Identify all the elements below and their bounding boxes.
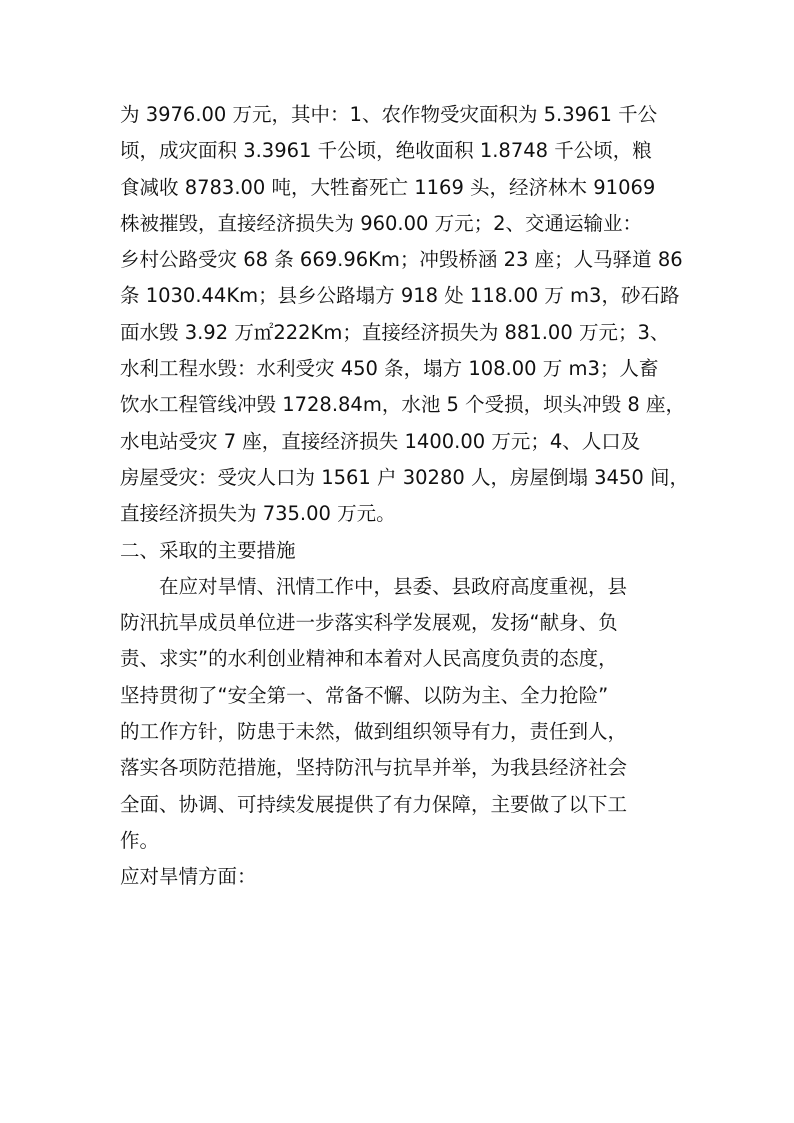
text-line: 为 3976.00 万元，其中：1、农作物受灾面积为 5.3961 千公: [120, 103, 658, 126]
text-line: 食减收 8783.00 吨，大牲畜死亡 1169 头，经济林木 91069: [120, 175, 656, 199]
text-line: 直接经济损失为 735.00 万元。: [120, 502, 396, 526]
text-line: 条 1030.44Km；县乡公路塌方 918 处 118.00 万 m3，砂石路: [120, 284, 680, 308]
text-line: 株被摧毁，直接经济损失为 960.00 万元；2、交通运输业：: [120, 211, 643, 235]
text-line: 水利工程水毁：水利受灾 450 条，塌方 108.00 万 m3；人畜: [120, 357, 659, 381]
subsection-heading: 应对旱情方面：: [120, 865, 257, 889]
text-line: 责、求实”的水利创业精神和本着对人民高度负责的态度，: [120, 647, 618, 671]
text-line: 乡村公路受灾 68 条 669.96Km；冲毁桥涵 23 座；人马驿道 86: [120, 248, 683, 272]
text-line: 顷，成灾面积 3.3961 千公顷，绝收面积 1.8748 千公顷，粮: [120, 139, 652, 163]
text-line: 落实各项防范措施，坚持防汛与抗旱并举，为我县经济社会: [120, 756, 628, 780]
text-line: 饮水工程管线冲毁 1728.84m，水池 5 个受损，坝头冲毁 8 座，: [120, 393, 685, 417]
text-line: 房屋受灾：受灾人口为 1561 户 30280 人，房屋倒塌 3450 间，: [120, 465, 689, 489]
text-line: 水电站受灾 7 座，直接经济损失 1400.00 万元；4、人口及: [120, 429, 641, 453]
text-line: 的工作方针，防患于未然，做到组织领导有力，责任到人，: [120, 720, 628, 744]
document-body: [120, 97, 690, 896]
text-line: 全面、协调、可持续发展提供了有力保障，主要做了以下工: [120, 792, 628, 816]
text-line: 面水毁 3.92 万㎡222Km；直接经济损失为 881.00 万元；3、: [120, 320, 670, 344]
text-line: 作。: [120, 828, 160, 852]
text-line: 坚持贯彻了“安全第一、常备不懈、以防为主、全力抢险”: [120, 683, 609, 707]
text-line: 防汛抗旱成员单位进一步落实科学发展观，发扬“献身、负: [120, 611, 618, 635]
section-heading: 二、采取的主要措施: [120, 538, 296, 562]
text-line: 在应对旱情、汛情工作中，县委、县政府高度重视，县: [120, 574, 628, 598]
